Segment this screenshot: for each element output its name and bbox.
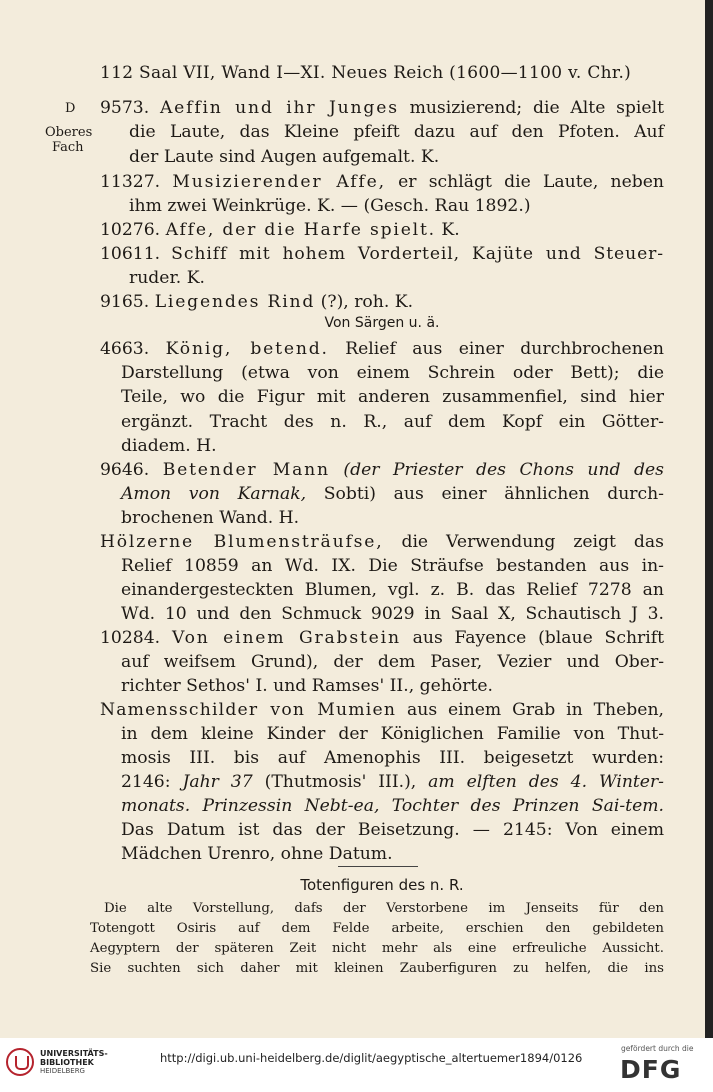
entry-italic: Jahr 37 — [182, 772, 253, 792]
shelf-mark: D — [65, 101, 76, 116]
funded-by-label: gefördert durch die — [621, 1044, 694, 1053]
entry-text: aus Fayence (blaue Schrift — [412, 628, 665, 648]
entry-10276 — [100, 218, 460, 242]
entry-9573-line-2: die Laute, das Kleine pfeift dazu auf den Pfoten. Auf — [129, 122, 664, 142]
entry-10611-line-1 — [100, 242, 664, 266]
entry-namensschilder-line-1 — [100, 698, 664, 722]
entry-blumenstraeusse-line-3: einandergesteckten Blumen, vgl. z. B. das Relief 7278 an — [121, 580, 664, 600]
entry-4663-line-5: diadem. H. — [121, 436, 217, 456]
dfg-logo: DFG — [620, 1055, 682, 1084]
entry-title: Schiff mit hohem Vorderteil, Kajüte und Steuer- — [171, 244, 664, 264]
university-seal-icon — [6, 1048, 34, 1076]
library-name-line-2: BIBLIOTHEK — [40, 1058, 94, 1067]
section-heading-saerge: Von Särgen u. ä. — [324, 315, 440, 331]
entry-10611-line-2: ruder. K. — [129, 268, 206, 288]
section-heading-totenfiguren: Totenfiguren des n. R. — [300, 876, 464, 894]
entry-text: aus einem Grab in Theben, — [407, 700, 664, 720]
running-head: 112 Saal VII, Wand I—XI. Neues Reich (1600—1100 v. Chr.) — [100, 63, 632, 83]
library-name-line-1: UNIVERSITÄTS- — [40, 1049, 108, 1058]
entry-text: (Thutmosis' III.), — [264, 772, 417, 792]
entry-title: Musizierender Affe, — [172, 172, 386, 192]
small-text-line-4: Sie suchten sich daher mit kleinen Zauberfiguren zu helfen, die ins — [90, 961, 664, 976]
entry-namensschilder-line-5: monats. Prinzessin Nebt-ea, Tochter des Prinzen Sai-tem. — [121, 796, 664, 816]
entry-text: er schlägt die Laute, neben — [398, 172, 664, 192]
entry-11327-line-2: ihm zwei Weinkrüge. K. — (Gesch. Rau 1892.) — [129, 196, 531, 216]
entry-title: König, betend. — [165, 339, 329, 359]
entry-4663-line-3: Teile, wo die Figur mit anderen zusammenfiel, sind hier — [121, 387, 664, 407]
entry-9573-line-3: der Laute sind Augen aufgemalt. K. — [129, 147, 440, 167]
entry-9646-line-2 — [121, 482, 664, 506]
entry-number: 9646. — [100, 460, 150, 480]
permalink-url[interactable]: http://digi.ub.uni-heidelberg.de/diglit/aegyptische_altertuemer1894/0126 — [160, 1051, 583, 1065]
entry-italic: am elften des 4. Winter- — [428, 772, 664, 792]
entry-title: Betender Mann — [162, 460, 330, 480]
entry-title: Hölzerne Blumensträufse, — [100, 532, 384, 552]
entry-number: 10284. — [100, 628, 161, 648]
entry-italic: (der Priester des Chons und des — [343, 460, 664, 480]
entry-9165 — [100, 290, 413, 314]
entry-9646-line-3: brochenen Wand. H. — [121, 508, 300, 528]
library-name-line-3: HEIDELBERG — [40, 1067, 85, 1075]
entry-number: 11327. — [100, 172, 161, 192]
entry-number: 4663. — [100, 339, 150, 359]
entry-namensschilder-line-3: mosis III. bis auf Amenophis III. beigesetzt wurden: — [121, 748, 664, 768]
small-text-line-2: Totengott Osiris auf dem Felde arbeite, erschien den gebildeten — [90, 921, 664, 936]
entry-namensschilder-line-6: Das Datum ist das der Beisetzung. — 2145: Von einem — [121, 820, 664, 840]
entry-blumenstraeusse-line-2: Relief 10859 an Wd. IX. Die Sträufse bestanden aus in- — [121, 556, 664, 576]
entry-number: 9165. — [100, 292, 150, 312]
small-text-line-3: Aegyptern der späteren Zeit nicht mehr als eine erfreuliche Aussicht. — [90, 941, 664, 956]
entry-10284-line-3: richter Sethos' I. und Ramses' II., gehörte. — [121, 676, 493, 696]
shelf-label-fach: Fach — [52, 140, 84, 155]
entry-namensschilder-line-2: in dem kleine Kinder der Königlichen Familie von Thut- — [121, 724, 664, 744]
entry-4663-line-1 — [100, 337, 664, 361]
entry-title: Namensschilder von Mumien — [100, 700, 397, 720]
viewer-footer — [0, 1038, 713, 1092]
entry-text: Sobti) aus einer ähnlichen durch- — [323, 484, 664, 504]
entry-italic: Amon von Karnak, — [121, 484, 307, 504]
small-text-line-1: Die alte Vorstellung, dafs der Verstorbene im Jenseits für den — [104, 901, 664, 916]
entry-blumenstraeusse-line-4: Wd. 10 und den Schmuck 9029 in Saal X, Schautisch J 3. — [121, 604, 664, 624]
entry-number: 9573. — [100, 98, 150, 118]
entry-10284-line-2: auf weifsem Grund), der dem Paser, Vezier und Ober- — [121, 652, 664, 672]
entry-4663-line-4: ergänzt. Tracht des n. R., auf dem Kopf ein Götter- — [121, 412, 664, 432]
entry-9573-line-1 — [100, 96, 664, 120]
entry-text: (?), roh. K. — [320, 292, 414, 312]
entry-10284-line-1 — [100, 626, 664, 650]
entry-11327-line-1 — [100, 170, 664, 194]
entry-text: musizierend; die Alte spielt — [409, 98, 664, 118]
entry-text: Relief aus einer durchbrochenen — [345, 339, 665, 359]
section-divider — [338, 866, 418, 867]
entry-number: 10276. — [100, 220, 161, 240]
entry-blumenstraeusse-line-1 — [100, 530, 664, 554]
entry-4663-line-2: Darstellung (etwa von einem Schrein oder Bett); die — [121, 363, 664, 383]
entry-number: 10611. — [100, 244, 161, 264]
entry-title: Liegendes Rind — [154, 292, 316, 312]
entry-title: Aeffin und ihr Junges — [159, 98, 399, 118]
shelf-label-oberes: Oberes — [45, 125, 93, 140]
entry-namensschilder-line-4 — [121, 770, 664, 794]
entry-namensschilder-line-7: Mädchen Urenro, ohne Datum. — [121, 844, 393, 864]
page-edge-shadow — [705, 0, 713, 1038]
entry-text: 2146: — [121, 772, 171, 792]
entry-text: die Verwendung zeigt das — [401, 532, 664, 552]
entry-title: Affe, der die Harfe spielt. — [165, 220, 436, 240]
entry-title: Von einem Grabstein — [171, 628, 401, 648]
entry-text: K. — [441, 220, 460, 240]
entry-9646-line-1 — [100, 458, 664, 482]
